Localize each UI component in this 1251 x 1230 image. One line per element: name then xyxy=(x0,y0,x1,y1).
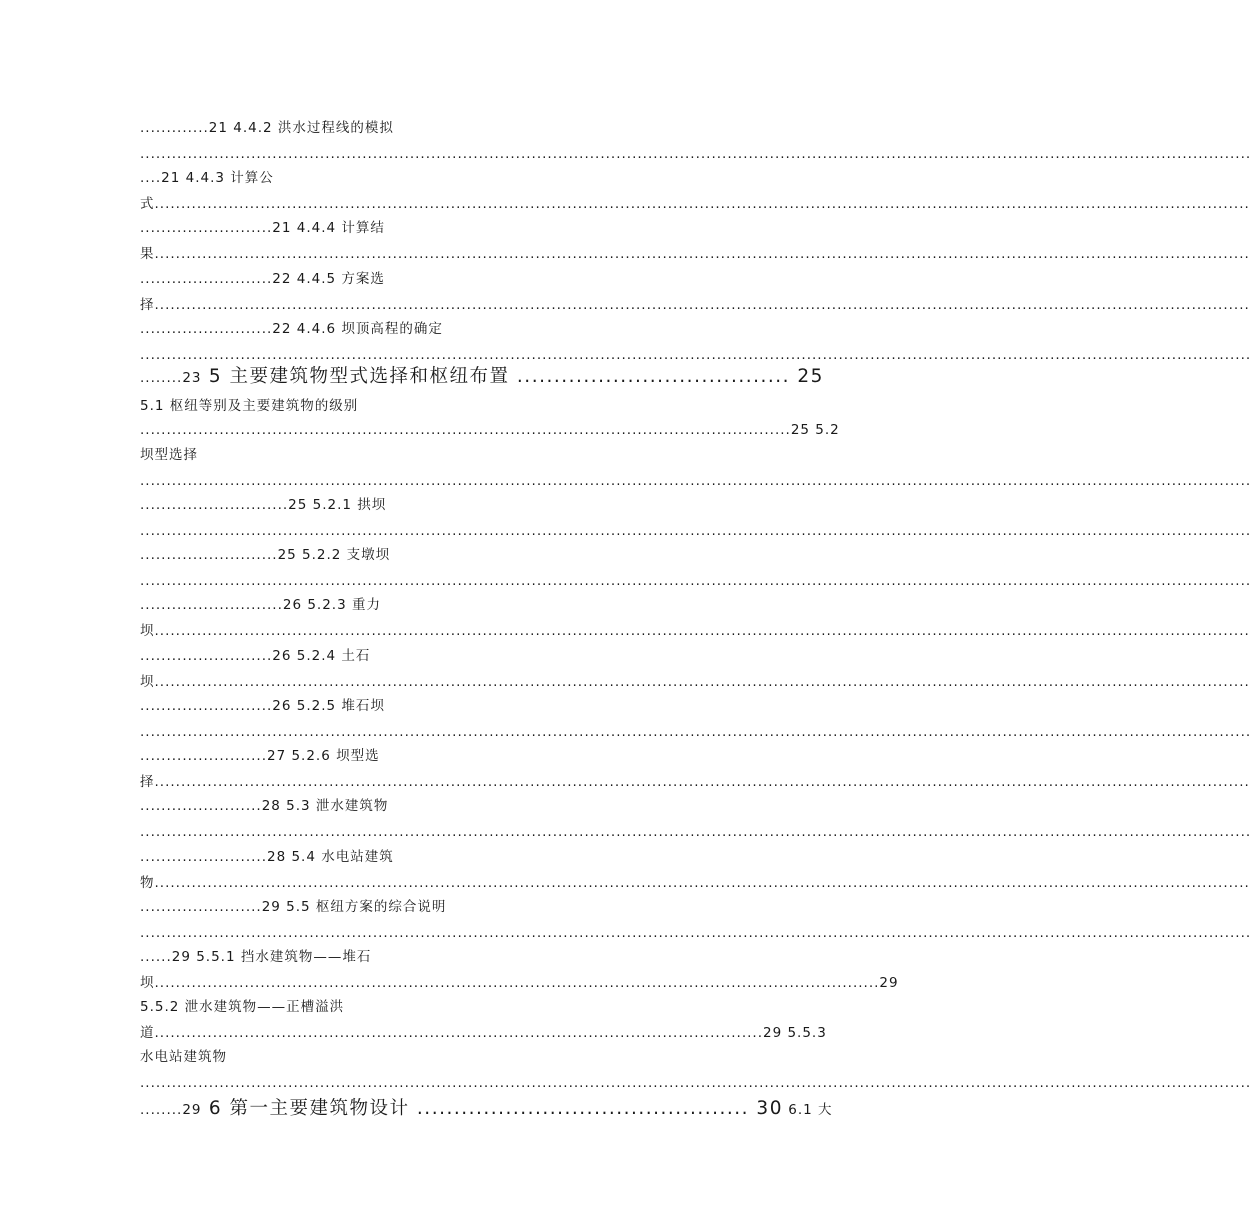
toc-leader: .................................................................................................................................................................................................................. xyxy=(140,573,1251,589)
toc-leader: 物............................................................................................................................................................................................................... xyxy=(140,875,1250,891)
toc-line: ............................25 5.2.1 拱坝 xyxy=(140,497,387,513)
toc-line: 坝型选择 xyxy=(140,447,198,463)
toc-line: ..........................25 5.2.2 支墩坝 xyxy=(140,547,391,563)
toc-leader: .................................................................................................................................................................................................................. xyxy=(140,925,1251,941)
toc-line: 水电站建筑物 xyxy=(140,1049,227,1065)
toc-leader: 择............................................................................................................................................................................................................... xyxy=(140,774,1250,790)
toc-leader: 择............................................................................................................................................................................................................... xyxy=(140,297,1250,313)
toc-leader: .................................................................................................................................................................................................................. xyxy=(140,1075,1251,1091)
chapter-6-title: 6 第一主要建筑物设计 ............................................. 30 xyxy=(201,1098,783,1119)
toc-leader: .................................................................................................................................................................................................................. xyxy=(140,146,1251,162)
toc-line: ......29 5.5.1 挡水建筑物——堆石 xyxy=(140,949,372,965)
toc-line: ...........................................................................................................................25 5.2 xyxy=(140,422,840,438)
toc-leader: .................................................................................................................................................................................................................. xyxy=(140,347,1251,363)
toc-heading-chapter-6 xyxy=(140,1096,833,1123)
toc-line: .......................29 5.5 枢纽方案的综合说明 xyxy=(140,899,447,915)
toc-line: .............21 4.4.2 洪水过程线的模拟 xyxy=(140,120,394,136)
toc-leader: .................................................................................................................................................................................................................. xyxy=(140,824,1251,840)
chapter-5-title: 5 主要建筑物型式选择和枢纽布置 ..................................... 25 xyxy=(201,366,824,387)
toc-line: .........................26 5.2.4 土石 xyxy=(140,648,371,664)
toc-leader: 果............................................................................................................................................................................................................... xyxy=(140,246,1250,262)
toc-line: 坝.........................................................................................................................................29 xyxy=(140,975,899,991)
toc-line: .......................28 5.3 泄水建筑物 xyxy=(140,798,389,814)
toc-line: ........................28 5.4 水电站建筑 xyxy=(140,849,394,865)
toc-line: 道...................................................................................................................29 5.5.3 xyxy=(140,1025,827,1041)
toc-leader: 式............................................................................................................................................................................................................... xyxy=(140,196,1250,212)
toc-heading-chapter-5 xyxy=(140,364,824,391)
toc-next-entry: 6.1 大 xyxy=(782,1102,833,1118)
toc-line: .........................22 4.4.6 坝顶高程的确定 xyxy=(140,321,443,337)
toc-leader: .................................................................................................................................................................................................................. xyxy=(140,473,1251,489)
toc-line: 5.5.2 泄水建筑物——正槽溢洪 xyxy=(140,999,345,1015)
toc-line: .........................21 4.4.4 计算结 xyxy=(140,220,385,236)
toc-line: .........................26 5.2.5 堆石坝 xyxy=(140,698,385,714)
toc-line: 5.1 枢纽等别及主要建筑物的级别 xyxy=(140,398,359,414)
toc-leader: 坝............................................................................................................................................................................................................... xyxy=(140,623,1250,639)
toc-line: .........................22 4.4.5 方案选 xyxy=(140,271,385,287)
toc-leader: 坝............................................................................................................................................................................................................... xyxy=(140,674,1250,690)
toc-leader: .................................................................................................................................................................................................................. xyxy=(140,724,1251,740)
toc-line: ........................27 5.2.6 坝型选 xyxy=(140,748,380,764)
toc-leader-lead: ........23 xyxy=(140,370,202,386)
toc-leader-lead: ........29 xyxy=(140,1102,202,1118)
toc-line: ....21 4.4.3 计算公 xyxy=(140,170,274,186)
toc-line: ...........................26 5.2.3 重力 xyxy=(140,597,381,613)
toc-leader: .................................................................................................................................................................................................................. xyxy=(140,523,1251,539)
